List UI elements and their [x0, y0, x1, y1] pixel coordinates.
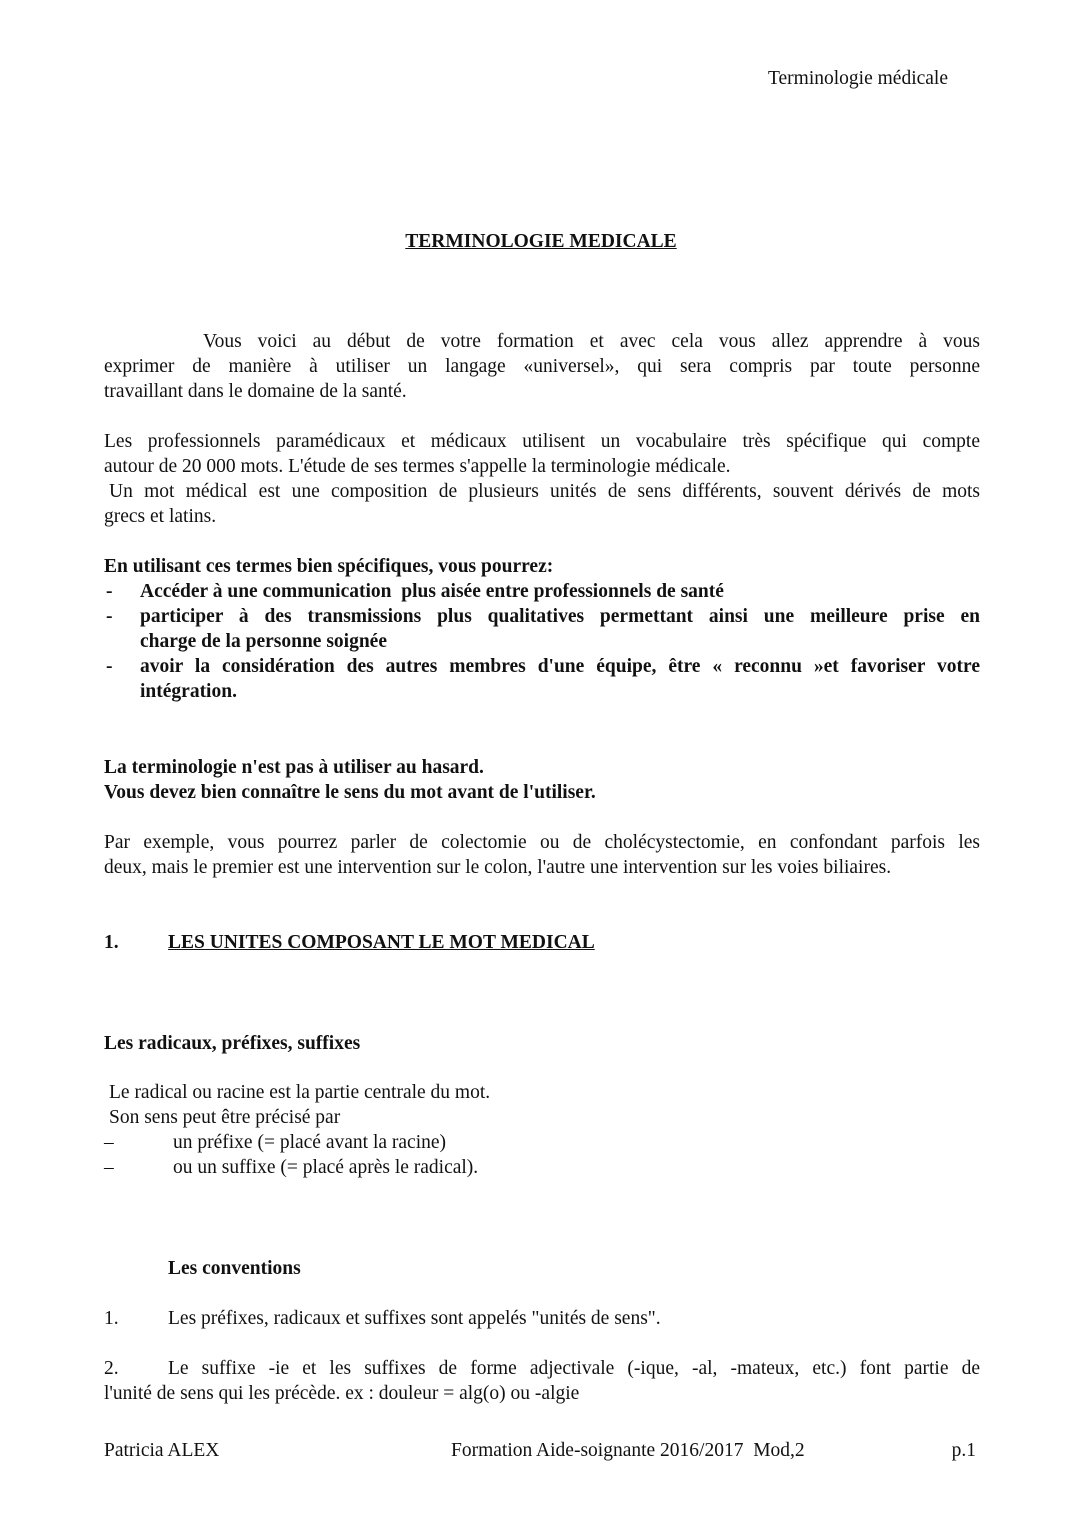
benefit-item-cont: charge de la personne soignée	[140, 631, 387, 652]
bullet-dash: -	[106, 581, 113, 602]
intro-line: travaillant dans le domaine de la santé.	[104, 381, 407, 402]
bullet-dash: -	[106, 606, 113, 627]
warning-line: Vous devez bien connaître le sens du mot avant de l'utiliser.	[104, 782, 596, 803]
benefit-item-cont: intégration.	[140, 681, 237, 702]
intro-line: Vous voici au début de votre formation et avec cela vous allez apprendre à vous	[203, 331, 980, 352]
convention-text: l'unité de sens qui les précède. ex : douleur = alg(o) ou -algie	[104, 1383, 580, 1404]
para2-line: Un mot médical est une composition de plusieurs unités de sens différents, souvent dérivés de mots	[109, 481, 980, 502]
convention-number: 2.	[104, 1358, 119, 1379]
benefit-item: participer à des transmissions plus qualitatives permettant ainsi une meilleure prise en	[140, 606, 980, 627]
section-number: 1.	[104, 932, 119, 953]
para2-line: grecs et latins.	[104, 506, 217, 527]
footer-author: Patricia ALEX	[104, 1440, 220, 1461]
para2-line: autour de 20 000 mots. L'étude de ses termes s'appelle la terminologie médicale.	[104, 456, 731, 477]
dash: –	[104, 1132, 114, 1153]
benefits-lead: En utilisant ces termes bien spécifiques, vous pourrez:	[104, 556, 554, 577]
convention-number: 1.	[104, 1308, 119, 1329]
example-line: deux, mais le premier est une intervention sur le colon, l'autre une intervention sur les voies biliaires.	[104, 857, 892, 878]
dash: –	[104, 1157, 114, 1178]
radical-item: ou un suffixe (= placé après le radical).	[173, 1157, 479, 1178]
warning-line: La terminologie n'est pas à utiliser au hasard.	[104, 757, 484, 778]
para2-line: Les professionnels paramédicaux et médicaux utilisent un vocabulaire très spécifique qui compte	[104, 431, 980, 452]
convention-text: Les préfixes, radicaux et suffixes sont appelés "unités de sens".	[168, 1308, 661, 1329]
section-title: LES UNITES COMPOSANT LE MOT MEDICAL	[168, 932, 595, 953]
convention-text: Le suffixe -ie et les suffixes de forme adjectivale (-ique, -al, -mateux, etc.) font partie de	[168, 1358, 980, 1379]
conventions-heading: Les conventions	[168, 1258, 301, 1279]
page-title: TERMINOLOGIE MEDICALE	[405, 231, 677, 252]
subheading: Les radicaux, préfixes, suffixes	[104, 1033, 361, 1054]
footer-page-number: p.1	[951, 1440, 976, 1461]
radical-line: Le radical ou racine est la partie centrale du mot.	[109, 1082, 491, 1103]
benefit-item: Accéder à une communication plus aisée entre professionnels de santé	[140, 581, 724, 602]
example-line: Par exemple, vous pourrez parler de colectomie ou de cholécystectomie, en confondant parfois les	[104, 832, 980, 853]
radical-line: Son sens peut être précisé par	[109, 1107, 341, 1128]
footer-course: Formation Aide-soignante 2016/2017 Mod,2	[451, 1440, 805, 1461]
intro-line: exprimer de manière à utiliser un langage «universel», qui sera compris par toute personne	[104, 356, 980, 377]
benefit-item: avoir la considération des autres membres d'une équipe, être « reconnu »et favoriser votre	[140, 656, 980, 677]
running-header: Terminologie médicale	[767, 68, 948, 89]
radical-item: un préfixe (= placé avant la racine)	[173, 1132, 447, 1153]
bullet-dash: -	[106, 656, 113, 677]
